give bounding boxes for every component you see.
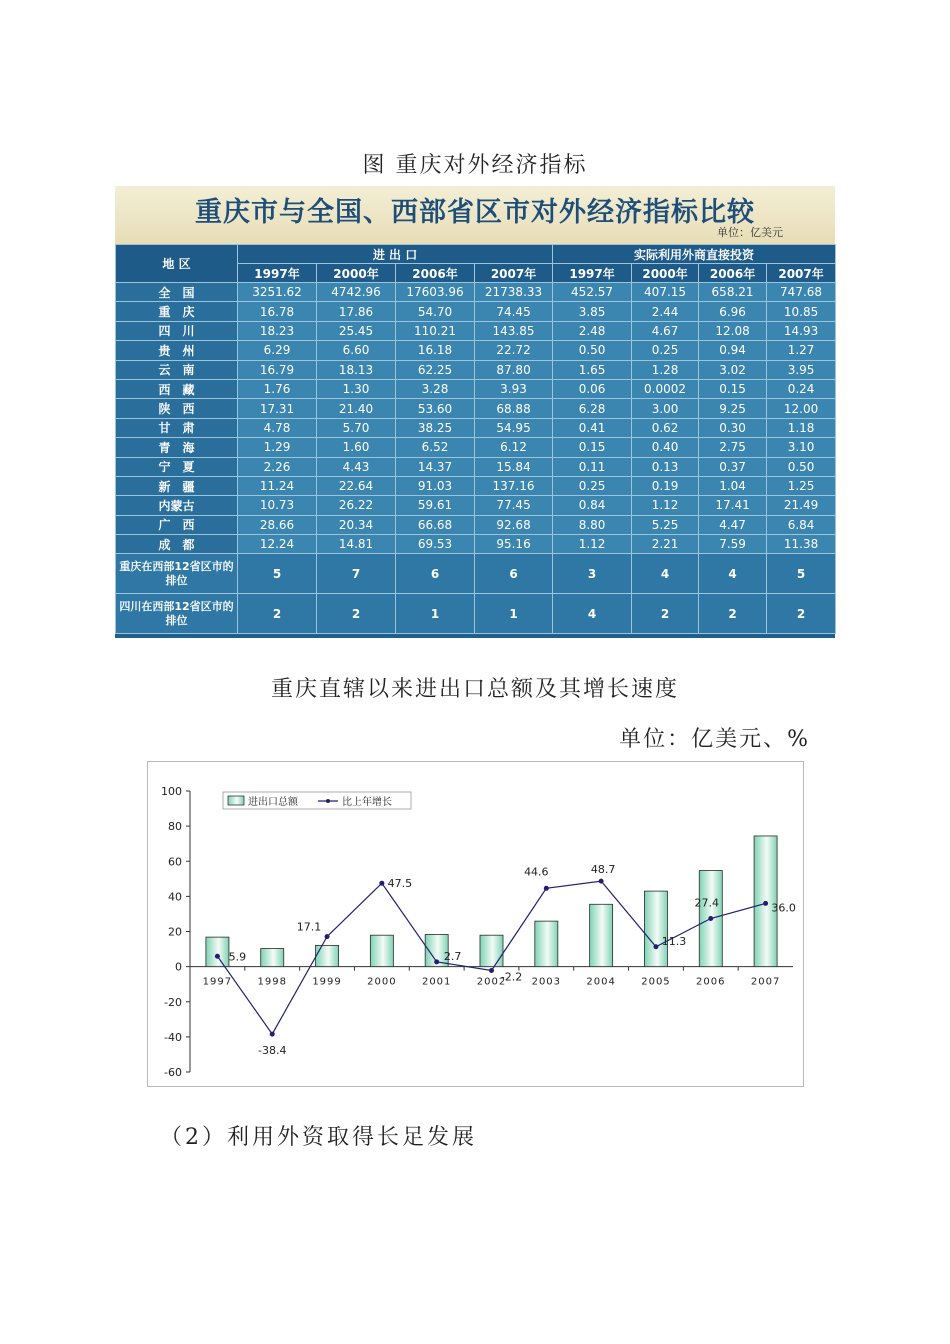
table-title: 重庆市与全国、西部省区市对外经济指标比较 — [195, 197, 755, 228]
table-cell: 5.70 — [317, 418, 396, 437]
trade-chart — [147, 761, 804, 1087]
rank-row — [116, 594, 836, 634]
rank-cell: 2 — [767, 594, 836, 634]
bar — [261, 949, 284, 967]
region-name: 四 川 — [116, 321, 238, 340]
table-cell: 2.26 — [238, 457, 317, 476]
table-cell: 53.60 — [396, 399, 475, 418]
table-cell: 3.95 — [767, 360, 836, 379]
table-cell: 10.85 — [767, 302, 836, 321]
rank-cell: 4 — [553, 594, 632, 634]
table-cell: 0.37 — [699, 457, 767, 476]
table-cell: 92.68 — [475, 515, 553, 534]
trade-chart-svg — [148, 762, 803, 1086]
table-cell: 1.12 — [553, 535, 632, 554]
bar — [316, 945, 339, 966]
year-header: 2000年 — [317, 264, 396, 283]
x-tick-label: 2001 — [421, 976, 452, 988]
bar — [535, 921, 558, 966]
rank-label: 四川在西部12省区市的排位 — [116, 594, 238, 634]
growth-label: 47.5 — [387, 877, 413, 891]
bar — [590, 904, 613, 966]
section-heading: （2）利用外资取得长足发展 — [160, 1125, 477, 1150]
table-cell: 16.78 — [238, 302, 317, 321]
rank-cell: 4 — [632, 554, 699, 594]
table-cell: 1.60 — [317, 438, 396, 457]
growth-label: 27.4 — [694, 896, 720, 910]
y-tick-label: 100 — [161, 785, 182, 798]
x-tick-label: 2007 — [750, 976, 781, 988]
table-row — [116, 496, 836, 515]
table-row — [116, 360, 836, 379]
rank-label: 重庆在西部12省区市的排位 — [116, 554, 238, 594]
legend-bar-label: 进出口总额 — [248, 797, 298, 808]
y-tick-label: 0 — [175, 960, 182, 974]
growth-label: 5.9 — [228, 950, 247, 964]
growth-point — [215, 954, 220, 959]
table-cell: 16.79 — [238, 360, 317, 379]
table-cell: 658.21 — [699, 283, 767, 302]
year-header: 2006年 — [396, 264, 475, 283]
growth-label: -38.4 — [257, 1044, 287, 1058]
table-row — [116, 283, 836, 302]
growth-point — [489, 968, 494, 973]
growth-label: 44.6 — [524, 865, 549, 879]
growth-label: -2.2 — [500, 970, 523, 984]
region-name: 重 庆 — [116, 302, 238, 321]
bar — [206, 937, 229, 967]
growth-label: 48.7 — [590, 863, 616, 877]
x-tick-label: 2003 — [531, 976, 562, 988]
rank-row — [116, 554, 836, 594]
growth-label: 11.3 — [661, 934, 687, 948]
table-cell: 0.13 — [632, 457, 699, 476]
region-name: 成 都 — [116, 535, 238, 554]
bar — [370, 935, 393, 966]
table-cell: 1.30 — [317, 379, 396, 398]
y-tick-label: -60 — [164, 1066, 182, 1079]
rank-cell: 2 — [317, 594, 396, 634]
table-cell: 17.41 — [699, 496, 767, 515]
table-cell: 25.45 — [317, 321, 396, 340]
year-header: 1997年 — [553, 264, 632, 283]
table-cell: 1.25 — [767, 476, 836, 495]
header-row-groups — [116, 245, 836, 264]
y-tick-label: 20 — [168, 925, 182, 939]
region-name: 青 海 — [116, 438, 238, 457]
legend-line-label: 比上年增长 — [342, 797, 392, 808]
table-cell: 0.0002 — [632, 379, 699, 398]
table-cell: 9.25 — [699, 399, 767, 418]
table-cell: 4.78 — [238, 418, 317, 437]
comparison-table — [115, 244, 836, 634]
rank-cell: 2 — [699, 594, 767, 634]
legend-bar-swatch — [228, 796, 244, 805]
table-cell: 1.12 — [632, 496, 699, 515]
table-cell: 2.21 — [632, 535, 699, 554]
rank-cell: 1 — [396, 594, 475, 634]
year-header: 2007年 — [475, 264, 553, 283]
table-cell: 12.08 — [699, 321, 767, 340]
table-cell: 10.73 — [238, 496, 317, 515]
table-cell: 0.15 — [699, 379, 767, 398]
figure-caption: 图 重庆对外经济指标 — [362, 153, 588, 178]
x-tick-label: 2005 — [641, 976, 671, 988]
table-unit: 单位：亿美元 — [717, 226, 783, 239]
table-cell: 18.13 — [317, 360, 396, 379]
table-cell: 137.16 — [475, 476, 553, 495]
table-cell: 1.27 — [767, 341, 836, 360]
table-cell: 0.50 — [767, 457, 836, 476]
region-name: 广 西 — [116, 515, 238, 534]
x-tick-label: 2004 — [586, 976, 616, 988]
table-cell: 0.62 — [632, 418, 699, 437]
chart-unit: 单位：亿美元、% — [619, 727, 810, 752]
rank-cell: 1 — [475, 594, 553, 634]
table-cell: 28.66 — [238, 515, 317, 534]
region-name: 宁 夏 — [116, 457, 238, 476]
y-tick-label: 80 — [168, 820, 182, 834]
table-cell: 11.38 — [767, 535, 836, 554]
rank-cell: 6 — [396, 554, 475, 594]
rank-cell: 2 — [632, 594, 699, 634]
table-cell: 1.65 — [553, 360, 632, 379]
table-cell: 0.06 — [553, 379, 632, 398]
region-name: 内蒙古 — [116, 496, 238, 515]
y-tick-label: 60 — [168, 855, 182, 869]
table-cell: 4.67 — [632, 321, 699, 340]
table-cell: 95.16 — [475, 535, 553, 554]
table-cell: 3.85 — [553, 302, 632, 321]
y-tick-label: 40 — [168, 890, 182, 904]
table-cell: 87.80 — [475, 360, 553, 379]
region-name: 新 疆 — [116, 476, 238, 495]
rank-cell: 7 — [317, 554, 396, 594]
table-cell: 11.24 — [238, 476, 317, 495]
table-banner — [115, 186, 835, 244]
table-cell: 69.53 — [396, 535, 475, 554]
table-cell: 21738.33 — [475, 283, 553, 302]
growth-point — [653, 944, 658, 949]
table-cell: 0.50 — [553, 341, 632, 360]
table-cell: 407.15 — [632, 283, 699, 302]
table-cell: 0.19 — [632, 476, 699, 495]
table-cell: 4.43 — [317, 457, 396, 476]
growth-point — [379, 881, 384, 886]
table-cell: 3.10 — [767, 438, 836, 457]
table-row — [116, 515, 836, 534]
table-cell: 62.25 — [396, 360, 475, 379]
table-cell: 6.60 — [317, 341, 396, 360]
table-cell: 2.44 — [632, 302, 699, 321]
table-cell: 22.72 — [475, 341, 553, 360]
table-cell: 0.84 — [553, 496, 632, 515]
table-cell: 54.95 — [475, 418, 553, 437]
table-cell: 7.59 — [699, 535, 767, 554]
table-cell: 59.61 — [396, 496, 475, 515]
year-header: 2007年 — [767, 264, 836, 283]
table-row — [116, 457, 836, 476]
rank-cell: 4 — [699, 554, 767, 594]
table-cell: 0.11 — [553, 457, 632, 476]
table-row — [116, 535, 836, 554]
table-cell: 0.24 — [767, 379, 836, 398]
table-cell: 66.68 — [396, 515, 475, 534]
table-cell: 3251.62 — [238, 283, 317, 302]
region-name: 西 藏 — [116, 379, 238, 398]
rank-cell: 6 — [475, 554, 553, 594]
x-tick-label: 1997 — [202, 976, 233, 988]
year-header: 1997年 — [238, 264, 317, 283]
table-cell: 17.31 — [238, 399, 317, 418]
group-header: 进 出 口 — [238, 245, 553, 264]
table-cell: 1.04 — [699, 476, 767, 495]
legend-line-marker — [326, 799, 330, 803]
bar — [644, 891, 667, 967]
table-cell: 0.25 — [632, 341, 699, 360]
table-cell: 21.49 — [767, 496, 836, 515]
table-cell: 14.37 — [396, 457, 475, 476]
region-name: 贵 州 — [116, 341, 238, 360]
y-tick-label: -20 — [164, 995, 182, 1009]
table-cell: 16.18 — [396, 341, 475, 360]
growth-label: 17.1 — [296, 920, 322, 934]
table-cell: 6.84 — [767, 515, 836, 534]
table-cell: 17603.96 — [396, 283, 475, 302]
table-cell: 1.29 — [238, 438, 317, 457]
table-cell: 1.28 — [632, 360, 699, 379]
growth-point — [270, 1032, 275, 1037]
table-cell: 1.18 — [767, 418, 836, 437]
table-cell: 14.81 — [317, 535, 396, 554]
x-tick-label: 2000 — [367, 976, 397, 988]
table-cell: 12.24 — [238, 535, 317, 554]
table-cell: 21.40 — [317, 399, 396, 418]
comparison-table-image — [115, 186, 835, 638]
table-cell: 18.23 — [238, 321, 317, 340]
table-cell: 12.00 — [767, 399, 836, 418]
table-cell: 1.76 — [238, 379, 317, 398]
region-name: 陕 西 — [116, 399, 238, 418]
growth-point — [599, 879, 604, 884]
region-name: 甘 肃 — [116, 418, 238, 437]
table-row — [116, 321, 836, 340]
table-cell: 77.45 — [475, 496, 553, 515]
table-cell: 0.41 — [553, 418, 632, 437]
table-cell: 3.00 — [632, 399, 699, 418]
table-cell: 6.29 — [238, 341, 317, 360]
year-header: 2000年 — [632, 264, 699, 283]
table-row — [116, 476, 836, 495]
group-header: 实际利用外商直接投资 — [553, 245, 836, 264]
table-cell: 38.25 — [396, 418, 475, 437]
table-cell: 54.70 — [396, 302, 475, 321]
table-cell: 0.30 — [699, 418, 767, 437]
table-row — [116, 341, 836, 360]
growth-point — [434, 959, 439, 964]
year-header: 2006年 — [699, 264, 767, 283]
table-cell: 747.68 — [767, 283, 836, 302]
table-row — [116, 302, 836, 321]
growth-label: 2.7 — [443, 949, 462, 963]
x-tick-label: 2006 — [696, 976, 726, 988]
growth-point — [763, 901, 768, 906]
table-cell: 452.57 — [553, 283, 632, 302]
growth-point — [325, 934, 330, 939]
table-row — [116, 379, 836, 398]
x-tick-label: 1998 — [257, 976, 287, 988]
table-cell: 2.48 — [553, 321, 632, 340]
table-cell: 4.47 — [699, 515, 767, 534]
table-cell: 0.15 — [553, 438, 632, 457]
table-cell: 110.21 — [396, 321, 475, 340]
table-cell: 0.94 — [699, 341, 767, 360]
table-cell: 143.85 — [475, 321, 553, 340]
region-name: 全 国 — [116, 283, 238, 302]
x-tick-label: 1999 — [312, 976, 342, 988]
table-cell: 6.28 — [553, 399, 632, 418]
table-cell: 26.22 — [317, 496, 396, 515]
table-cell: 14.93 — [767, 321, 836, 340]
x-tick-label: 2002 — [476, 976, 507, 988]
table-cell: 15.84 — [475, 457, 553, 476]
y-tick-label: -40 — [164, 1030, 182, 1044]
table-cell: 91.03 — [396, 476, 475, 495]
growth-label: 36.0 — [771, 901, 796, 915]
table-cell: 0.40 — [632, 438, 699, 457]
table-cell: 6.12 — [475, 438, 553, 457]
table-cell: 74.45 — [475, 302, 553, 321]
table-cell: 8.80 — [553, 515, 632, 534]
table-cell: 3.93 — [475, 379, 553, 398]
table-cell: 4742.96 — [317, 283, 396, 302]
bar — [480, 935, 503, 966]
table-row — [116, 399, 836, 418]
table-cell: 6.52 — [396, 438, 475, 457]
rank-cell: 3 — [553, 554, 632, 594]
growth-point — [708, 916, 713, 921]
region-header: 地 区 — [116, 245, 238, 283]
rank-cell: 5 — [767, 554, 836, 594]
chart-caption: 重庆直辖以来进出口总额及其增长速度 — [270, 677, 679, 702]
table-cell: 5.25 — [632, 515, 699, 534]
table-cell: 3.28 — [396, 379, 475, 398]
table-cell: 68.88 — [475, 399, 553, 418]
table-row — [116, 418, 836, 437]
table-cell: 0.25 — [553, 476, 632, 495]
table-cell: 3.02 — [699, 360, 767, 379]
table-cell: 17.86 — [317, 302, 396, 321]
region-name: 云 南 — [116, 360, 238, 379]
table-cell: 6.96 — [699, 302, 767, 321]
table-row — [116, 438, 836, 457]
rank-cell: 2 — [238, 594, 317, 634]
table-cell: 22.64 — [317, 476, 396, 495]
rank-cell: 5 — [238, 554, 317, 594]
growth-point — [544, 886, 549, 891]
table-cell: 2.75 — [699, 438, 767, 457]
table-cell: 20.34 — [317, 515, 396, 534]
